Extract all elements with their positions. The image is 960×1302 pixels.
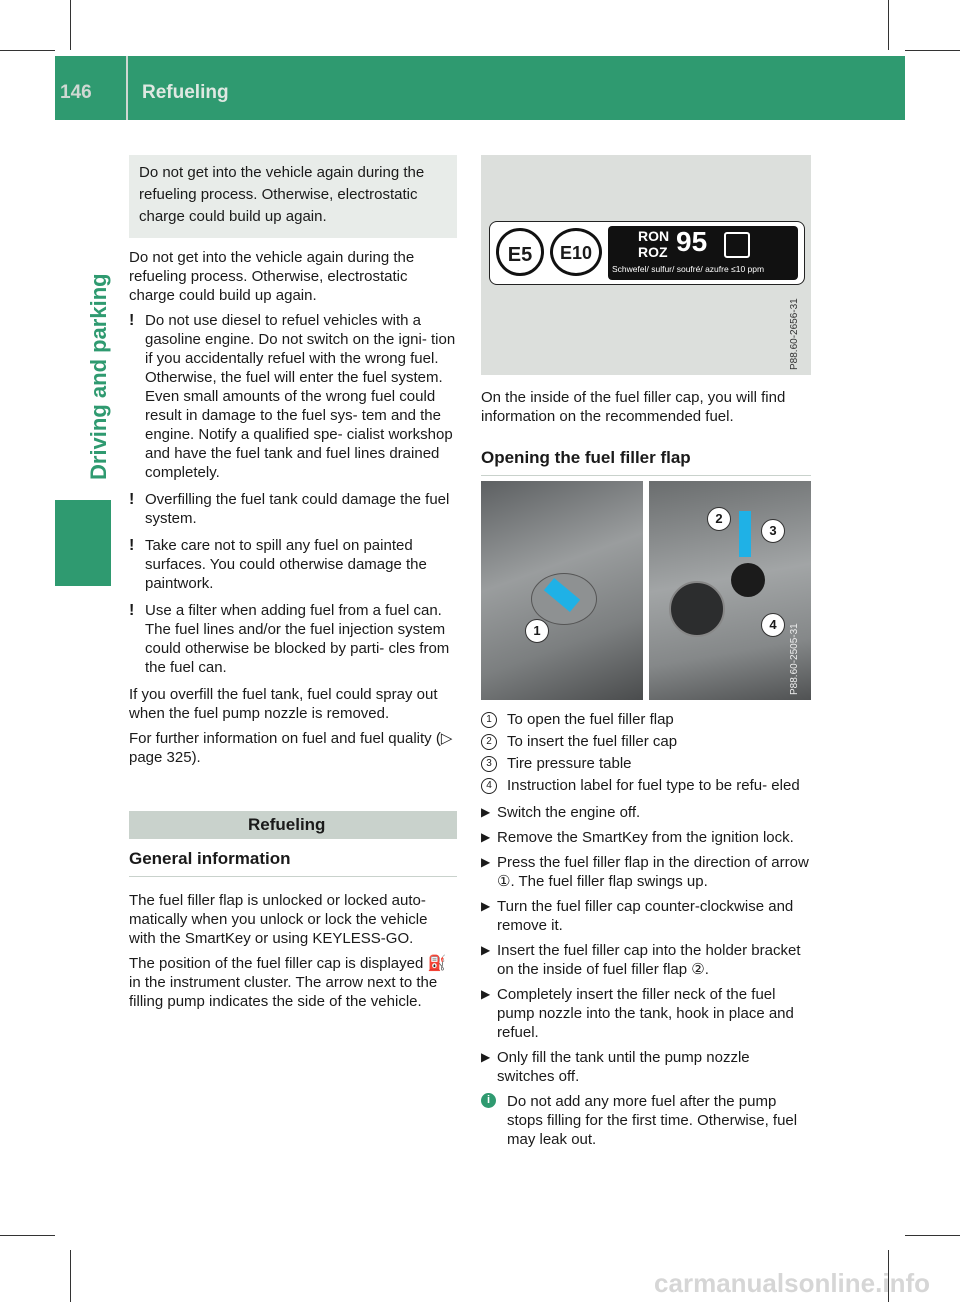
step-arrow-icon: ▶ <box>481 899 491 913</box>
crop-mark <box>0 50 55 51</box>
step-item <box>481 941 811 979</box>
warning-item <box>129 536 457 593</box>
legend-number: 4 <box>481 778 497 794</box>
legend-text: Tire pressure table <box>507 755 632 772</box>
fuel-flap-photo-right <box>649 481 811 700</box>
warning-text: Overfilling the fuel tank could damage the fuel system. <box>145 491 450 527</box>
step-text: Insert the fuel filler cap into the holder bracket on the inside of fuel filler flap ②. <box>497 942 801 978</box>
warning-icon: ! <box>129 602 135 619</box>
filler-neck-shape <box>669 581 725 637</box>
step-item <box>481 803 811 822</box>
watermark: carmanualsonline.info <box>654 1268 930 1298</box>
crop-mark <box>70 0 71 50</box>
octane-value: 95 <box>676 226 708 257</box>
legend-text: To open the fuel filler flap <box>507 711 674 728</box>
step-item <box>481 828 811 847</box>
fuel-label-sticker <box>489 221 805 285</box>
crop-mark <box>888 0 889 50</box>
warning-icon: ! <box>129 491 135 508</box>
warning-text: Take care not to spill any fuel on painted surfaces. You could otherwise damage the paintwork. <box>145 537 427 592</box>
step-text: Only fill the tank until the pump nozzle switches off. <box>497 1049 750 1085</box>
step-arrow-icon: ▶ <box>481 805 491 819</box>
figure-code: P88.60-2505-31 <box>789 623 800 695</box>
step-arrow-icon: ▶ <box>481 855 491 869</box>
manual-book-icon <box>724 232 750 258</box>
step-text: Completely insert the filler neck of the fuel pump nozzle into the tank, hook in place and refuel. <box>497 986 794 1041</box>
warning-text: Use a filter when adding fuel from a fuel can. The fuel lines and/or the fuel injection system could otherwise be blocked by parti- cles from the fuel can. <box>145 602 450 676</box>
e10-badge: E10 <box>550 228 602 276</box>
legend-text: Instruction label for fuel type to be refu- eled <box>507 777 800 794</box>
legend-item <box>481 776 811 795</box>
arrow-icon <box>739 511 751 557</box>
step-item <box>481 853 811 891</box>
callout-3: 3 <box>761 519 785 543</box>
callout-2: 2 <box>707 507 731 531</box>
figure-code: P88.60-2656-31 <box>789 298 800 370</box>
paragraph: Do not get into the vehicle again during the refueling process. Otherwise, electrostatic charge could build up again. <box>129 249 415 304</box>
info-text: Do not add any more fuel after the pump stops filling for the first time. Otherwise, fuel may leak out. <box>507 1093 798 1148</box>
sulfur-text: Schwefel/ sulfur/ soufré/ azufre ≤10 ppm <box>612 264 765 274</box>
fuel-label-figure <box>481 155 811 375</box>
info-note <box>481 1092 811 1149</box>
warning-item <box>129 311 457 482</box>
paragraph-page-reference[interactable]: For further information on fuel and fuel quality (▷ page 325). <box>129 730 453 766</box>
e5-badge: E5 <box>496 228 544 276</box>
warning-item <box>129 490 457 528</box>
step-arrow-icon: ▶ <box>481 1050 491 1064</box>
fuel-flap-photo-left <box>481 481 643 700</box>
legend-item <box>481 710 811 729</box>
section-heading: Refueling <box>129 811 457 839</box>
step-item <box>481 985 811 1042</box>
paragraph: If you overfill the fuel tank, fuel could spray out when the fuel pump nozzle is removed. <box>129 686 438 722</box>
step-text: Press the fuel filler flap in the direction of arrow ①. The fuel filler flap swings up. <box>497 854 809 890</box>
roz-label: ROZ <box>638 244 668 260</box>
warning-text: Do not use diesel to refuel vehicles with a gasoline engine. Do not switch on the igni- tion if you accidentally refuel with the wrong fuel. Otherwise, the fuel will enter the fuel system. Even small amounts of the wrong fuel could result in damage to the fuel sys- tem and the engine. Notify a qualified spe- cialist workshop and have the fuel tank and fuel lines drained completely. <box>145 312 456 481</box>
figure-caption: On the inside of the fuel filler cap, you will find information on the recommended fuel. <box>481 389 786 425</box>
paragraph: The position of the fuel filler cap is displayed ⛽ in the instrument cluster. The arrow next to the filling pump indicates the side of the vehicle. <box>129 955 447 1010</box>
callout-4: 4 <box>761 613 785 637</box>
page-title: Refueling <box>142 82 229 103</box>
right-column-lower <box>481 710 811 1155</box>
header-divider <box>126 56 128 120</box>
note-box: Do not get into the vehicle again during the refueling process. Otherwise, electrostatic charge could build up again. <box>129 155 457 238</box>
crop-mark <box>905 50 960 51</box>
octane-panel <box>608 226 798 280</box>
right-column <box>481 388 811 490</box>
side-tab-block <box>55 500 111 586</box>
warning-item <box>129 601 457 677</box>
info-icon: i <box>481 1093 496 1108</box>
step-arrow-icon: ▶ <box>481 830 491 844</box>
step-text: Remove the SmartKey from the ignition lock. <box>497 829 794 846</box>
legend-number: 2 <box>481 734 497 750</box>
side-tab-label: Driving and parking <box>86 273 111 480</box>
crop-mark <box>905 1235 960 1236</box>
step-arrow-icon: ▶ <box>481 943 491 957</box>
legend-number: 1 <box>481 712 497 728</box>
subheading: General information <box>129 839 457 877</box>
ron-label: RON <box>638 228 670 244</box>
callout-1: 1 <box>525 619 549 643</box>
legend-item <box>481 732 811 751</box>
step-text: Turn the fuel filler cap counter-clockwise and remove it. <box>497 898 794 934</box>
subheading: Opening the fuel filler flap <box>481 438 811 476</box>
crop-mark <box>70 1250 71 1302</box>
step-item <box>481 897 811 935</box>
legend-number: 3 <box>481 756 497 772</box>
step-item <box>481 1048 811 1086</box>
warning-icon: ! <box>129 537 135 554</box>
legend-text: To insert the fuel filler cap <box>507 733 678 750</box>
paragraph: The fuel filler flap is unlocked or locked auto- matically when you unlock or lock the vehicle with the SmartKey or using KEYLESS-GO. <box>129 892 428 947</box>
warning-icon: ! <box>129 312 135 329</box>
crop-mark <box>0 1235 55 1236</box>
legend-item <box>481 754 811 773</box>
step-text: Switch the engine off. <box>497 804 641 821</box>
page-number: 146 <box>60 82 92 103</box>
filler-cap-shape <box>731 563 765 597</box>
step-arrow-icon: ▶ <box>481 987 491 1001</box>
left-column <box>129 155 457 1017</box>
